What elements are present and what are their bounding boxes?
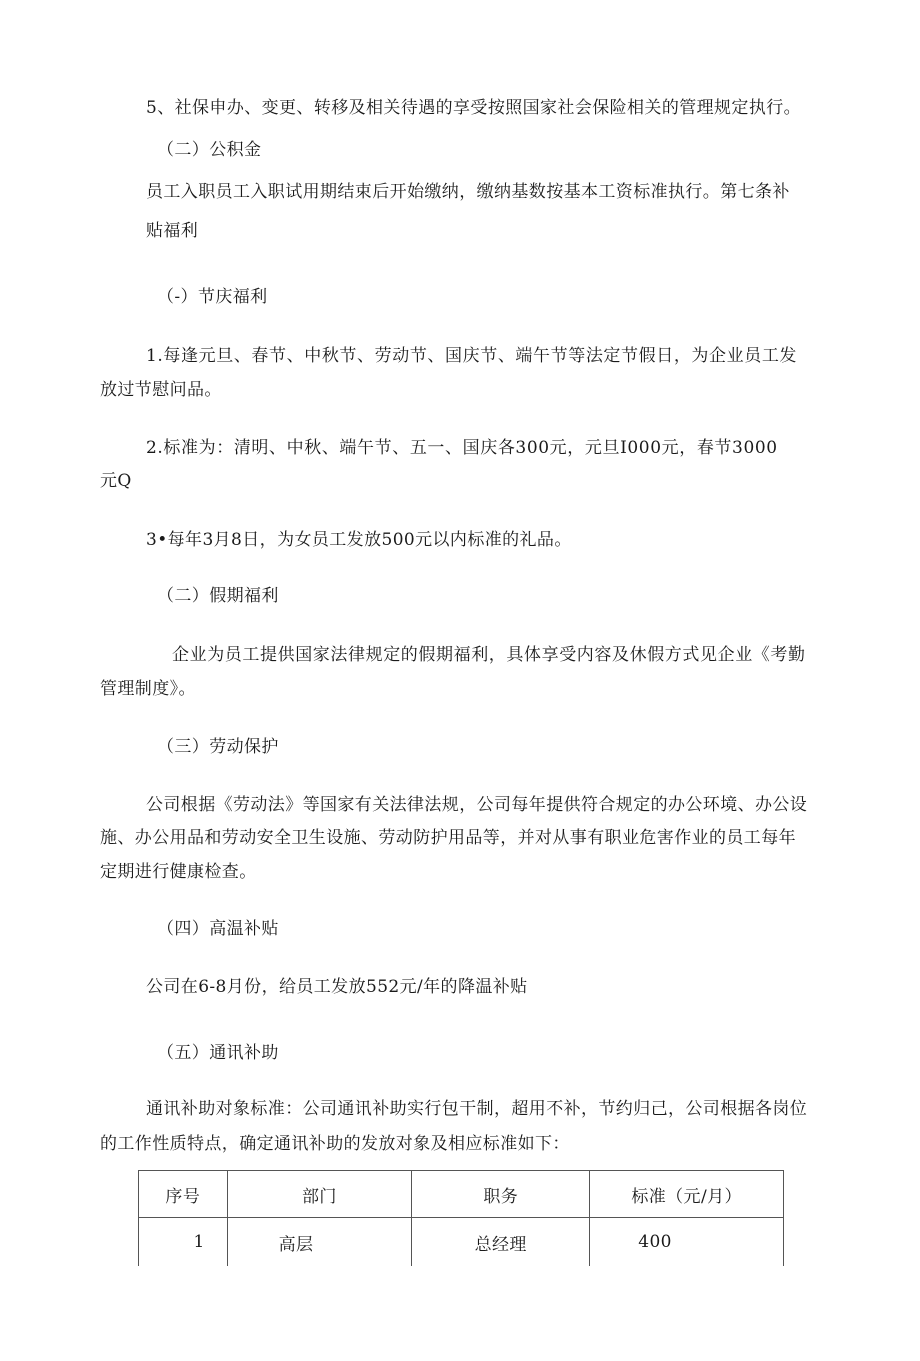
table-header-cell: 职务 xyxy=(412,1171,590,1218)
table-header-cell: 标准（元/月） xyxy=(590,1171,784,1218)
paragraph-holiday-3: 3•每年3月8日，为女员工发放500元以内标准的礼品。 xyxy=(146,530,572,550)
table-header-row xyxy=(139,1171,784,1218)
paragraph-communication: 通讯补助对象标准：公司通讯补助实行包干制，超用不补，节约归己，公司根据各岗位 xyxy=(146,1099,808,1119)
heading-high-temp-allowance: （四）高温补贴 xyxy=(157,919,279,939)
heading-labor-protection: （三）劳动保护 xyxy=(157,737,279,757)
paragraph-labor-protection-cont: 施、办公用品和劳动安全卫生设施、劳动防护用品等，并对从事有职业危害作业的员工每年 xyxy=(100,828,796,848)
paragraph-housing-fund-cont: 贴福利 xyxy=(146,221,199,241)
table-header-cell: 序号 xyxy=(139,1171,228,1218)
paragraph-holiday-1-cont: 放过节慰问品。 xyxy=(100,380,222,400)
table-row xyxy=(139,1218,784,1267)
paragraph-holiday-2: 2.标准为：清明、中秋、端午节、五一、国庆各300元，元旦I000元，春节3000 xyxy=(146,438,778,458)
heading-communication-allowance: （五）通讯补助 xyxy=(157,1043,279,1063)
table-cell: 1 xyxy=(139,1218,228,1267)
paragraph-leave: 企业为员工提供国家法律规定的假期福利，具体享受内容及休假方式见企业《考勤 xyxy=(172,645,806,665)
paragraph-holiday-2-cont: 元Q xyxy=(100,471,132,491)
communication-allowance-table xyxy=(138,1170,784,1266)
paragraph-labor-protection-end: 定期进行健康检查。 xyxy=(100,862,257,882)
table-cell: 总经理 xyxy=(412,1218,590,1267)
paragraph-high-temp-allowance: 公司在6-8月份，给员工发放552元/年的降温补贴 xyxy=(146,977,528,997)
paragraph-communication-cont: 的工作性质特点，确定通讯补助的发放对象及相应标准如下： xyxy=(100,1134,570,1154)
table-cell: 400 xyxy=(590,1218,784,1267)
paragraph-social-insurance: 5、社保申办、变更、转移及相关待遇的享受按照国家社会保险相关的管理规定执行。 xyxy=(146,98,802,118)
heading-holiday-welfare: （-）节庆福利 xyxy=(157,287,268,307)
heading-housing-fund: （二）公积金 xyxy=(157,140,262,160)
paragraph-housing-fund: 员工入职员工入职试用期结束后开始缴纳，缴纳基数按基本工资标准执行。第七条补 xyxy=(146,182,790,202)
paragraph-holiday-1: 1.每逢元旦、春节、中秋节、劳动节、国庆节、端午节等法定节假日，为企业员工发 xyxy=(146,346,798,366)
table-header-cell: 部门 xyxy=(227,1171,412,1218)
table-cell: 高层 xyxy=(227,1218,412,1267)
paragraph-labor-protection: 公司根据《劳动法》等国家有关法律法规，公司每年提供符合规定的办公环境、办公设 xyxy=(146,795,808,815)
heading-leave-welfare: （二）假期福利 xyxy=(157,586,279,606)
paragraph-leave-cont: 管理制度》。 xyxy=(100,679,196,699)
